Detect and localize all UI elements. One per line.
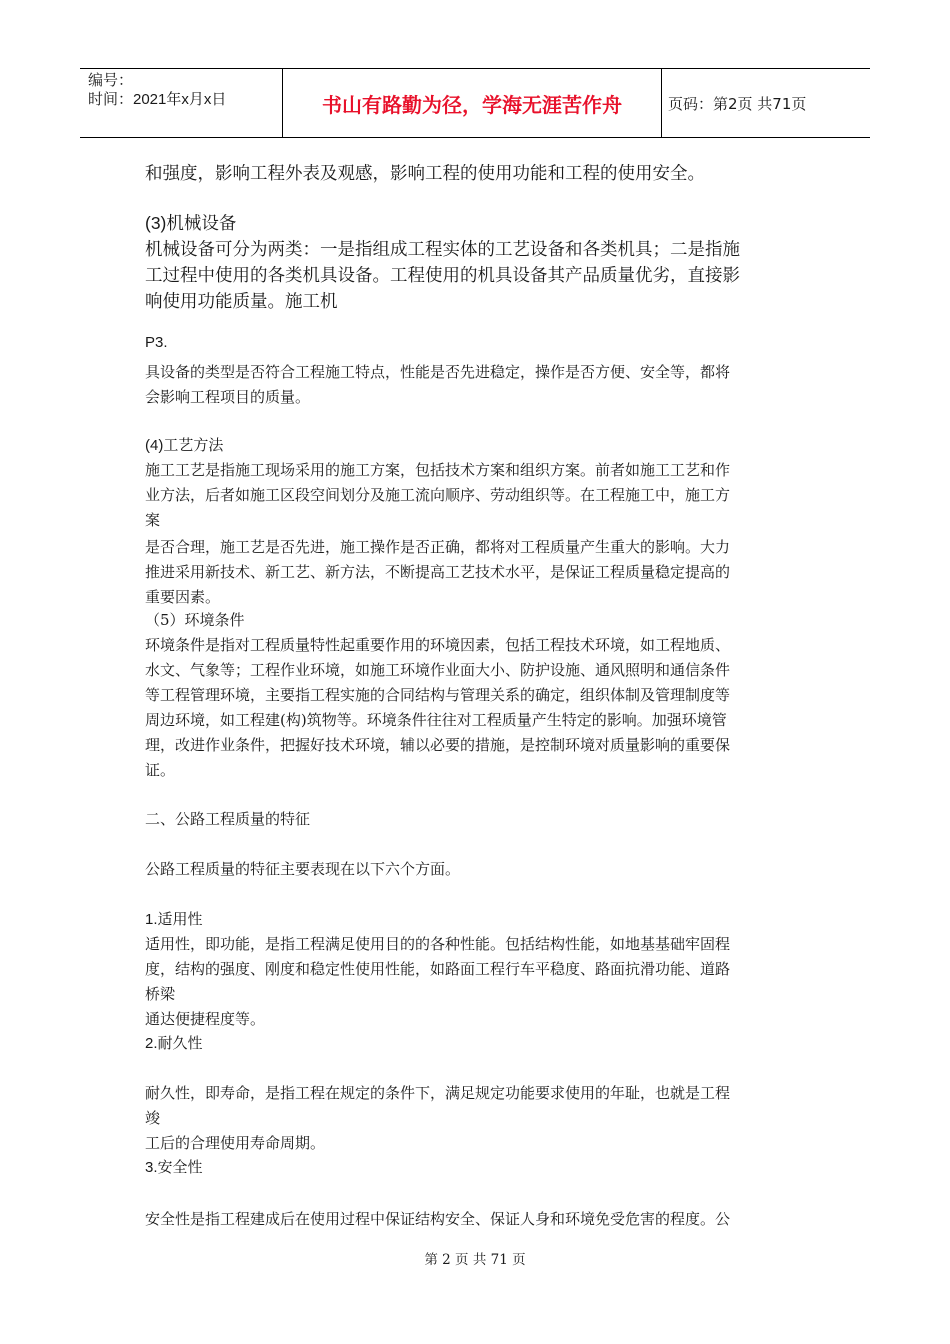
body-line: 重要因素。 — [145, 588, 221, 606]
body-line: 和强度，影响工程外表及观感，影响工程的使用功能和工程的使用安全。 — [145, 164, 705, 184]
section-heading: 2.耐久性 — [145, 1035, 203, 1052]
body-line: 桥梁 — [145, 985, 176, 1003]
body-line: 会影响工程项目的质量。 — [145, 388, 311, 406]
body-line: 等工程管理环境，主要指工程实施的合同结构与管理关系的确定，组织体制及管理制度等 — [145, 686, 731, 704]
body-line: 竣 — [145, 1109, 161, 1127]
date-label: 时间：2021年x月x日 — [88, 91, 227, 108]
body-line: 环境条件是指对工程质量特性起重要作用的环境因素，包括工程技术环境，如工程地质、 — [145, 636, 731, 654]
number-label: 编号： — [88, 72, 134, 89]
page-footer: 第 2 页 共 71 页 — [424, 1252, 526, 1268]
body-line: 施工工艺是指施工现场采用的施工方案，包括技术方案和组织方案。前者如施工工艺和作 — [145, 461, 731, 479]
section-heading: 1.适用性 — [145, 911, 203, 928]
body-line: 理，改进作业条件，把握好技术环境，辅以必要的措施，是控制环境对质量影响的重要保 — [145, 736, 731, 754]
body-line: 公路工程质量的特征主要表现在以下六个方面。 — [145, 860, 461, 878]
body-line: 机械设备可分为两类：一是指组成工程实体的工艺设备和各类机具；二是指施 — [145, 240, 740, 260]
page-header — [80, 68, 870, 138]
body-line: 推进采用新技术、新工艺、新方法，不断提高工艺技术水平，是保证工程质量稳定提高的 — [145, 563, 731, 581]
page-marker: P3. — [145, 334, 168, 351]
body-line: 案 — [145, 511, 161, 529]
body-line: 具设备的类型是否符合工程施工特点，性能是否先进稳定，操作是否方便、安全等，都将 — [145, 363, 731, 381]
section-heading: 3.安全性 — [145, 1159, 203, 1176]
body-line: 响使用功能质量。施工机 — [145, 292, 338, 312]
body-line: 周边环境，如工程建(构)筑物等。环境条件往往对工程质量产生特定的影响。加强环境管 — [145, 711, 727, 729]
header-motto: 书山有路勤为径，学海无涯苦作舟 — [283, 69, 662, 137]
section-heading: 二、公路工程质量的特征 — [145, 810, 311, 828]
body-line: 耐久性，即寿命，是指工程在规定的条件下，满足规定功能要求使用的年耻，也就是工程 — [145, 1084, 731, 1102]
body-line: 证。 — [145, 761, 176, 779]
section-heading: （5）环境条件 — [145, 611, 245, 629]
section-heading: (3)机械设备 — [145, 213, 237, 233]
body-line: 工过程中使用的各类机具设备。工程使用的机具设备其产品质量优劣，直接影 — [145, 266, 740, 286]
header-info-cell — [80, 69, 283, 137]
body-line: 业方法，后者如施工区段空间划分及施工流向顺序、劳动组织等。在工程施工中，施工方 — [145, 486, 731, 504]
body-line: 度，结构的强度、刚度和稳定性使用性能，如路面工程行车平稳度、路面抗滑功能、道路 — [145, 960, 731, 978]
body-line: 是否合理，施工艺是否先进，施工操作是否正确，都将对工程质量产生重大的影响。大力 — [145, 538, 731, 556]
body-line: 安全性是指工程建成后在使用过程中保证结构安全、保证人身和环境免受危害的程度。公 — [145, 1210, 731, 1228]
section-heading: (4)工艺方法 — [145, 437, 224, 454]
body-line: 通达便捷程度等。 — [145, 1010, 266, 1028]
header-page-info: 页码：第2页 共71页 — [668, 94, 807, 113]
body-line: 适用性，即功能，是指工程满足使用目的的各种性能。包括结构性能，如地基基础牢固程 — [145, 935, 731, 953]
body-line: 工后的合理使用寿命周期。 — [145, 1134, 326, 1152]
body-line: 水文、气象等；工程作业环境，如施工环境作业面大小、防护设施、通风照明和通信条件 — [145, 661, 731, 679]
